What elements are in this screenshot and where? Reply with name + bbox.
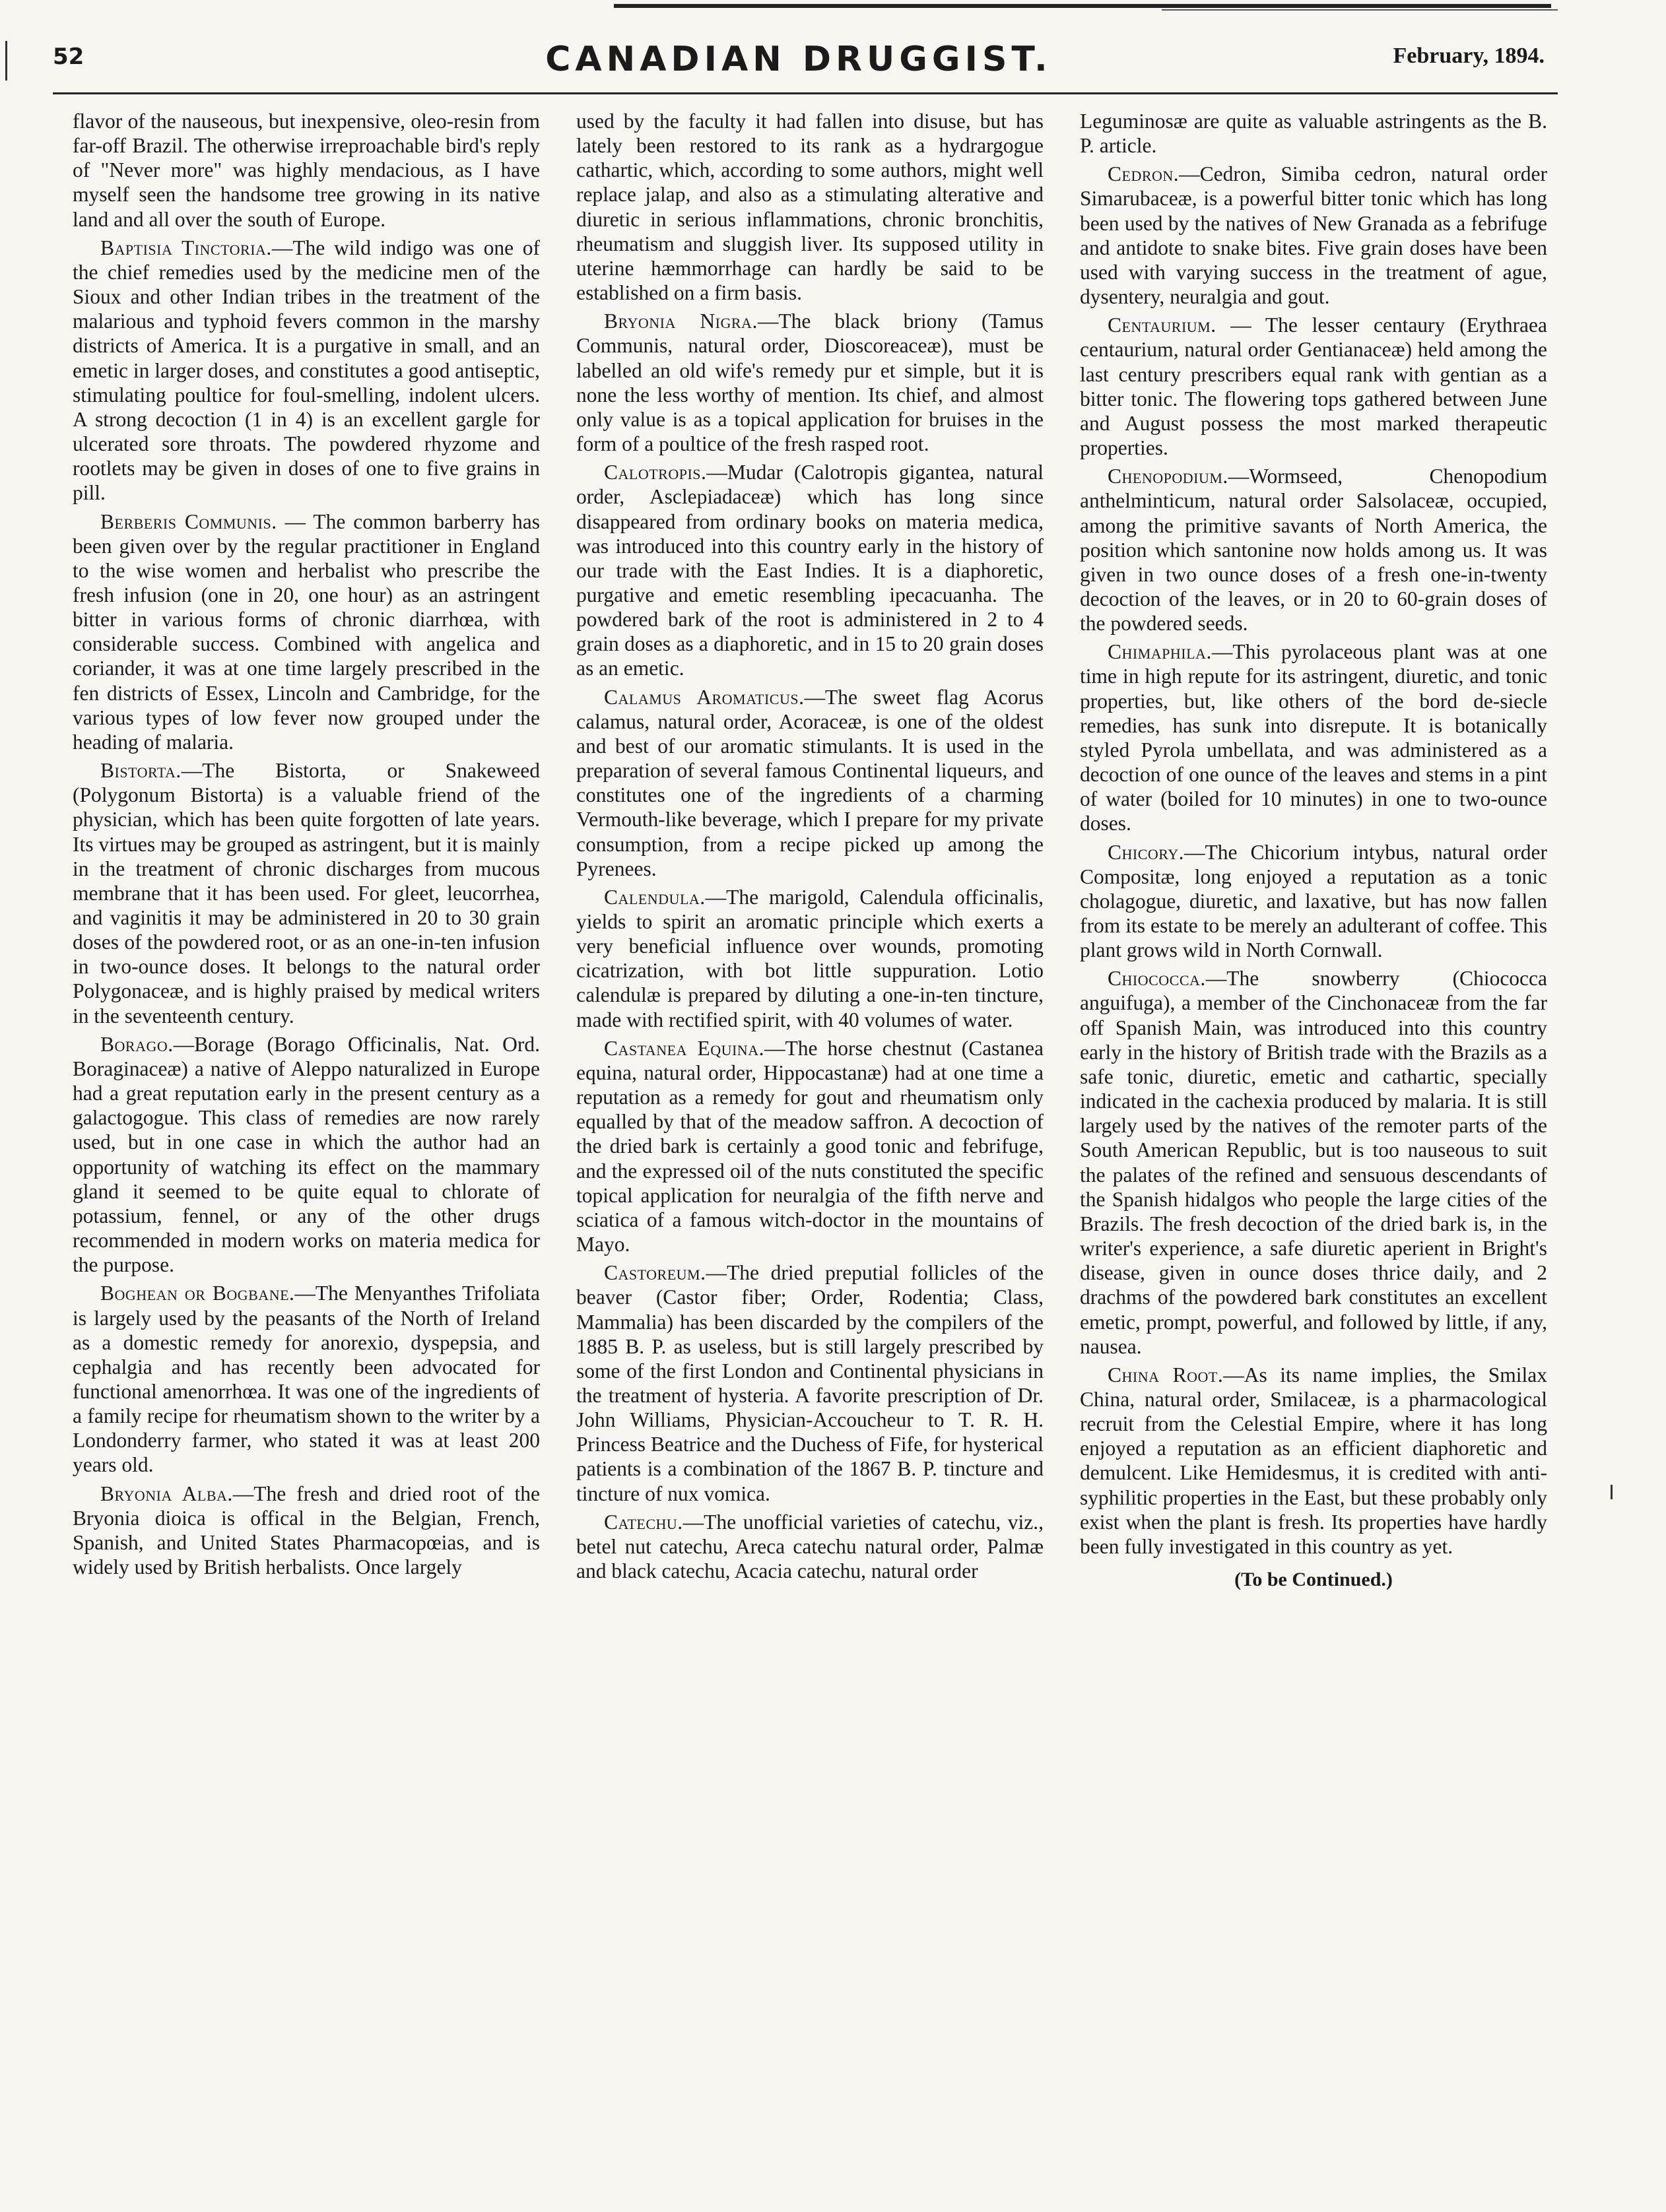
article-paragraph: used by the faculty it had fallen into disuse, but has lately been restored to its rank as a hydrargogue cathartic, which, according to some authors, might well replace jalap, and also as a stimulating alterative and diuretic in serious inflammations, chronic bronchitis, rheumatism and sluggish liver. Its supposed utility in uterine hæmmorrhage can hardly be said to be established on a firm basis.: [576, 110, 1044, 305]
page-number: 52: [53, 44, 84, 70]
entry-calendula: Calendula.—The marigold, Calendula officinalis, yields to spirit an aromatic principle which exerts a very beneficial influence over wounds, promoting cicatrization, with bot little suppuration. Lotio calendulæ is prepared by diluting a one-in-ten tincture, made with rectified spirit, with 40 volumes of water.: [576, 885, 1044, 1031]
header-rule: [53, 92, 1558, 94]
entry-bistorta: Bistorta.—The Bistorta, or Snakeweed (Polygonum Bistorta) is a valuable friend of the physician, which has been quite forgotten of late years. Its virtues may be grouped as astringent, but it is mainly in the treatment of chronic discharges from mucous membrane that it has been used. For gleet, leucorrhea, and vaginitis it may be administered in 20 to 30 grain doses of the powdered root, or as an one-in-ten infusion in two-ounce doses. It belongs to the natural order Polygonaceæ, and is highly praised by medical writers in the seventeenth century.: [73, 759, 540, 1027]
left-margin-mark: [5, 41, 7, 81]
entry-heading: China Root.: [1108, 1363, 1224, 1386]
entry-chimaphila: Chimaphila.—This pyrolaceous plant was at one time in high repute for its astringent, diuretic, and tonic properties, but, like others of the bord de-siecle remedies, has sunk into disrepute. It is botanically styled Pyrola umbellata, and was administered as a decoction of one ounce of the leaves and stems in a pint of water (boiled for 10 minutes) in one to two-ounce doses.: [1080, 640, 1547, 835]
top-border-thin-line: [1162, 9, 1558, 11]
entry-cedron: Cedron.—Cedron, Simiba cedron, natural order Simarubaceæ, is a powerful bitter tonic which has long been used by the natives of New Granada as a febrifuge and antidote to snake bites. Five grain doses have been used with varying success in the treatment of ague, dysentery, neuralgia and gout.: [1080, 162, 1547, 309]
entry-calamus: Calamus Aromaticus.—The sweet flag Acorus calamus, natural order, Acoraceæ, is one of the oldest and best of our aromatic stimulants. It is used in the preparation of several famous Continental liqueurs, and constitutes one of the ingredients of a charming Vermouth-like beverage, which I prepare for my private consumption, from a recipe picked up among the Pyrenees.: [576, 685, 1044, 880]
article-paragraph: Leguminosæ are quite as valuable astringents as the B. P. article.: [1080, 110, 1547, 158]
entry-heading: Calendula.: [604, 885, 706, 909]
entry-heading: Calotropis.: [604, 461, 707, 484]
entry-heading: Chimaphila.: [1108, 640, 1212, 664]
entry-bryonia-alba: Bryonia Alba.—The fresh and dried root of the Bryonia dioica is offical in the Belgian, French, Spanish, and United States Pharmacopœias, and is widely used by British herbalists. Once largely: [73, 1481, 540, 1579]
entry-heading: Bryonia Alba.: [100, 1481, 233, 1505]
entry-boghean: Boghean or Bogbane.—The Menyanthes Trifoliata is largely used by the peasants of the North of Ireland as a domestic remedy for anorexio, dyspepsia, and cephalgia and has recently been advocated for functional amenorrhœa. It was one of the ingredients of a family recipe for rheumatism shown to the writer by a Londonderry farmer, who stated it was at least 200 years old.: [73, 1282, 541, 1477]
entry-chiococca: Chiococca.—The snowberry (Chiococca anguifuga), a member of the Cinchonaceæ from the far off Spanish Main, was introduced into this country early in the history of British trade with the Brazils as a safe tonic, diuretic, emetic and cathartic, specially indicated in the cachexia produced by malaria. It is still largely used by the natives of the remoter parts of the South American Republic, but is too nauseous to suit the palates of the refined and sensuous descendants of the Spanish hidalgos who people the large cities of the Brazils. The fresh decoction of the dried bark is, in the writer's experience, a safe diuretic aperient in Bright's disease, given in ounce doses thrice daily, and 2 drachms of the powdered bark constitutes an excellent emetic, prompt, powerful, and followed by little, if any, nausea.: [1080, 967, 1547, 1358]
entry-heading: Boghean or Bogbane.: [100, 1282, 295, 1305]
entry-heading: Chicory.: [1108, 840, 1185, 864]
entry-catechu: Catechu.—The unofficial varieties of catechu, viz., betel nut catechu, Areca catechu natural order, Palmæ and black catechu, Acacia catechu, natural order: [576, 1510, 1044, 1583]
column-2: [576, 109, 1044, 1587]
page-header: [40, 40, 1558, 86]
entry-heading: Bryonia Nigra.: [604, 309, 758, 333]
to-be-continued: (To be Continued.): [1234, 1569, 1393, 1591]
column-1: [73, 109, 540, 1583]
entry-heading: Cedron.: [1108, 162, 1180, 186]
right-margin-mark: [1611, 1485, 1613, 1499]
entry-heading: Bistorta.: [100, 759, 182, 783]
entry-china-root: China Root.—As its name implies, the Smilax China, natural order, Smilaceæ, is a pharmacological recruit from the Celestial Empire, where it has long enjoyed a reputation as an efficient diaphoretic and demulcent. Like Hemidesmus, it is credited with anti-syphilitic properties in the East, but these probably only exist when the plant is fresh. Its properties have hardly been fully investigated in this country as yet.: [1080, 1363, 1548, 1558]
top-border-line: [614, 4, 1551, 8]
entry-heading: Baptisia Tinctoria.: [100, 236, 272, 259]
entry-chicory: Chicory.—The Chicorium intybus, natural order Compositæ, long enjoyed a reputation as a tonic cholagogue, diuretic, and laxative, but has now fallen from its estate to be merely an adulterant of coffee. This plant grows wild in North Cornwall.: [1080, 840, 1547, 962]
entry-castoreum: Castoreum.—The dried preputial follicles of the beaver (Castor fiber; Order, Rodentia; Class, Mammalia) has been discarded by the compilers of the 1885 B. P. as useless, but is still largely prescribed by some of the first London and Continental physicians in the treatment of hysteria. A favorite prescription of Dr. John Williams, Physician-Accoucheur to T. R. H. Princess Beatrice and the Duchess of Fife, for hysterical patients is a combination of the 1867 B. P. tincture and tincture of nux vomica.: [576, 1261, 1044, 1505]
entry-heading: Chiococca.: [1108, 967, 1206, 991]
entry-heading: Castanea Equina.: [604, 1036, 764, 1060]
entry-centaurium: Centaurium. — The lesser centaury (Erythraea centaurium, natural order Gentianaceæ) held among the last century prescribers equal rank with gentian as a bitter tonic. The flowering tops gathered between June and August possess the most marked therapeutic properties.: [1080, 313, 1547, 460]
entry-heading: Centaurium.: [1108, 313, 1216, 337]
entry-chenopodium: Chenopodium.—Wormseed, Chenopodium anthelminticum, natural order Salsolaceæ, occupied, among the primitive savants of North America, the position which santonine now holds among us. It was given in two ounce doses of a fresh one-in-twenty decoction of the leaves, or in 20 to 60-grain doses of the powdered seeds.: [1080, 465, 1547, 635]
entry-heading: Calamus Aromaticus.: [604, 685, 805, 709]
entry-calotropis: Calotropis.—Mudar (Calotropis gigantea, natural order, Asclepiadaceæ) which has long since disappeared from ordinary books on materia medica, was introduced into this country early in the history of our trade with the East Indies. It is a diaphoretic, purgative and emetic resembling ipecacuanha. The powdered bark of the root is administered in 2 to 4 grain doses as a diaphoretic, and in 15 to 20 grain doses as an emetic.: [576, 461, 1044, 680]
entry-heading: Berberis Communis.: [100, 509, 277, 533]
entry-heading: Chenopodium.: [1108, 465, 1228, 488]
issue-date: February, 1894.: [1393, 44, 1545, 68]
entry-heading: Catechu.: [604, 1510, 683, 1534]
entry-berberis: Berberis Communis. — The common barberry has been given over by the regular practitioner in England to the wise women and herbalist who prescribe the fresh infusion (one in 20, one hour) as an astringent bitter in various forms of chronic diarrhœa, with considerable success. Combined with angelica and coriander, it was at one time largely prescribed in the fen districts of Essex, Lincoln and Cambridge, for the various types of low fever now grouped under the heading of malaria.: [73, 509, 541, 754]
article-paragraph: flavor of the nauseous, but inexpensive, oleo-resin from far-off Brazil. The otherwise irreproachable bird's reply of "Never more" was highly mendacious, as I have myself seen the handsome tree growing in its native land and all over the south of Europe.: [73, 110, 540, 231]
entry-heading: Castoreum.: [604, 1261, 706, 1285]
column-3: [1080, 109, 1547, 1591]
entry-castanea: Castanea Equina.—The horse chestnut (Castanea equina, natural order, Hippocastanæ) had at one time a reputation as a remedy for gout and rheumatism only equalled by that of the meadow saffron. A decoction of the dried bark is certainly a good tonic and febrifuge, and the expressed oil of the nuts constituted the specific topical application for neuralgia of the fifth nerve and sciatica of a famous witch-doctor in the mountains of Mayo.: [576, 1036, 1044, 1256]
entry-borago: Borago.—Borage (Borago Officinalis, Nat. Ord. Boraginaceæ) a native of Aleppo naturalized in Europe had a great reputation early in the present century as a galactogogue. This class of remedies are now rarely used, but in one case in which the author had an opportunity of watching its effect on the mammary gland it seemed to be quite equal to chlorate of potassium, fennel, or any of the other drugs recommended in modern works on materia medica for the purpose.: [73, 1032, 540, 1277]
entry-bryonia-nigra: Bryonia Nigra.—The black briony (Tamus Communis, natural order, Dioscoreaceæ), must be labelled an old wife's remedy pur et simple, but it is none the less worthy of mention. Its chief, and almost only value is as a topical application for bruises in the form of a poultice of the fresh rasped root.: [576, 309, 1044, 456]
entry-baptisia: Baptisia Tinctoria.—The wild indigo was one of the chief remedies used by the medicine men of the Sioux and other Indian tribes in the treatment of the malarious and typhoid fevers common in the marshy districts of America. It is a purgative in small, and an emetic in larger doses, and constitutes a good antiseptic, stimulating poultice for foul-smelling, indolent ulcers. A strong decoction (1 in 4) is an excellent gargle for ulcerated sore throats. The powdered rhyzome and rootlets may be given in doses of one to five grains in pill.: [73, 236, 541, 505]
entry-heading: Borago.: [100, 1032, 174, 1056]
journal-title: CANADIAN DRUGGIST.: [545, 40, 1052, 79]
